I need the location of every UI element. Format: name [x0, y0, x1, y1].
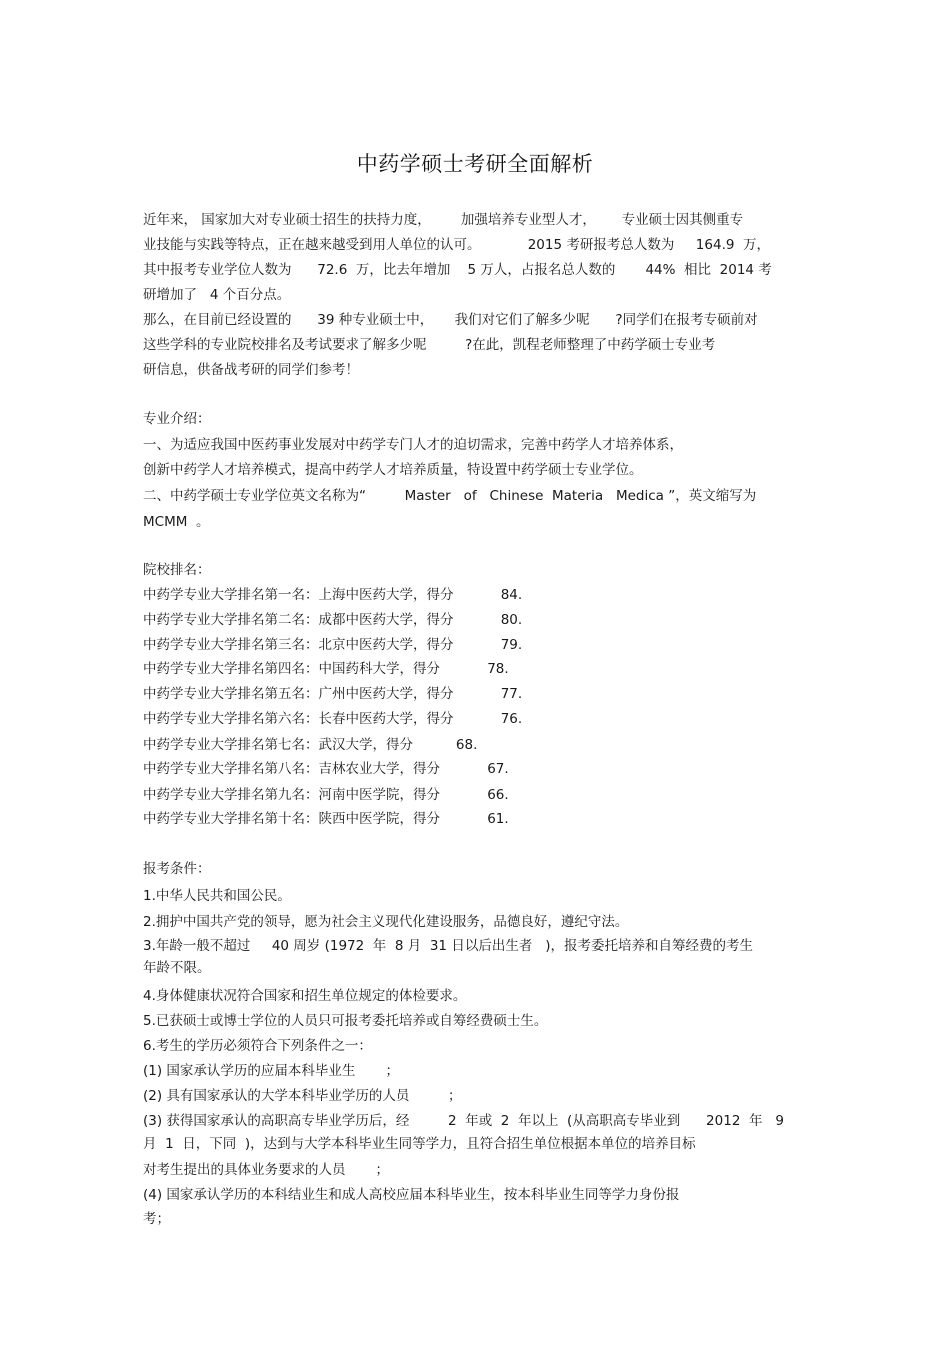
ranking-line: 中药学专业大学排名第十名：陕西中医学院，得分 61.: [143, 811, 509, 827]
ranking-line: 中药学专业大学排名第二名：成都中医药大学，得分 80.: [143, 612, 523, 628]
condition-line: 1.中华人民共和国公民。: [143, 888, 291, 904]
intro-line: 业技能与实践等特点，正在越来越受到用人单位的认可。 2015 考研报考总人数为 164.9 万，: [143, 237, 771, 253]
condition-line: 4.身体健康状况符合国家和招生单位规定的体检要求。: [143, 988, 467, 1004]
section-heading-conditions: 报考条件：: [143, 861, 211, 877]
condition-line: (1) 国家承认学历的应届本科毕业生 ；: [143, 1063, 399, 1079]
ranking-line: 中药学专业大学排名第六名：长春中医药大学，得分 76.: [143, 711, 523, 727]
intro-section-line: MCMM 。: [143, 514, 210, 530]
condition-line: 考；: [143, 1211, 170, 1227]
ranking-line: 中药学专业大学排名第七名：武汉大学，得分 68.: [143, 737, 478, 753]
condition-line: 年龄不限。: [143, 960, 211, 976]
ranking-line: 中药学专业大学排名第一名：上海中医药大学，得分 84.: [143, 587, 523, 603]
intro-line: 近年来， 国家加大对专业硕士招生的扶持力度， 加强培养专业型人才， 专业硕士因其侧重专: [143, 212, 744, 228]
ranking-line: 中药学专业大学排名第五名：广州中医药大学，得分 77.: [143, 686, 523, 702]
condition-line: 月 1 日，下同 )，达到与大学本科毕业生同等学力，且符合招生单位根据本单位的培养目标: [143, 1136, 696, 1152]
condition-line: 对考生提出的具体业务要求的人员 ；: [143, 1162, 390, 1178]
intro-line: 那么，在目前已经设置的 39 种专业硕士中， 我们对它们了解多少呢 ?同学们在报考专硕前对: [143, 312, 758, 328]
condition-line: 3.年龄一般不超过 40 周岁 (1972 年 8 月 31 日以后出生者 )，报考委托培养和自筹经费的考生: [143, 938, 753, 954]
intro-section-line: 一、为适应我国中医药事业发展对中药学专门人才的迫切需求，完善中药学人才培养体系，: [143, 437, 683, 453]
intro-section-line: 二、中药学硕士专业学位英文名称为“ Master of Chinese Materia Medica ”，英文缩写为: [143, 488, 757, 504]
section-heading-intro: 专业介绍：: [143, 411, 211, 427]
condition-line: 2.拥护中国共产党的领导，愿为社会主义现代化建设服务，品德良好，遵纪守法。: [143, 914, 629, 930]
intro-line: 研信息，供备战考研的同学们参考！: [143, 362, 359, 378]
condition-line: 6.考生的学历必须符合下列条件之一：: [143, 1038, 372, 1054]
section-heading-ranking: 院校排名：: [143, 562, 211, 578]
ranking-line: 中药学专业大学排名第九名：河南中医学院，得分 66.: [143, 787, 509, 803]
condition-line: 5.已获硕士或博士学位的人员只可报考委托培养或自筹经费硕士生。: [143, 1013, 548, 1029]
intro-section-line: 创新中药学人才培养模式，提高中药学人才培养质量，特设置中药学硕士专业学位。: [143, 462, 643, 478]
intro-line: 这些学科的专业院校排名及考试要求了解多少呢 ?在此，凯程老师整理了中药学硕士专业考: [143, 337, 716, 353]
ranking-line: 中药学专业大学排名第四名：中国药科大学，得分 78.: [143, 661, 509, 677]
intro-line: 其中报考专业学位人数为 72.6 万，比去年增加 5 万人，占报名总人数的 44% 相比 2014 考: [143, 262, 772, 278]
ranking-line: 中药学专业大学排名第八名：吉林农业大学，得分 67.: [143, 761, 509, 777]
condition-line: (2) 具有国家承认的大学本科毕业学历的人员 ；: [143, 1088, 462, 1104]
page-title: 中药学硕士考研全面解析: [356, 152, 594, 176]
intro-line: 研增加了 4 个百分点。: [143, 287, 291, 303]
condition-line: (3) 获得国家承认的高职高专毕业学历后，经 2 年或 2 年以上 (从高职高专毕业到 2012 年 9: [143, 1113, 784, 1129]
ranking-line: 中药学专业大学排名第三名：北京中医药大学，得分 79.: [143, 637, 523, 653]
condition-line: (4) 国家承认学历的本科结业生和成人高校应届本科毕业生，按本科毕业生同等学力身份报: [143, 1187, 680, 1203]
